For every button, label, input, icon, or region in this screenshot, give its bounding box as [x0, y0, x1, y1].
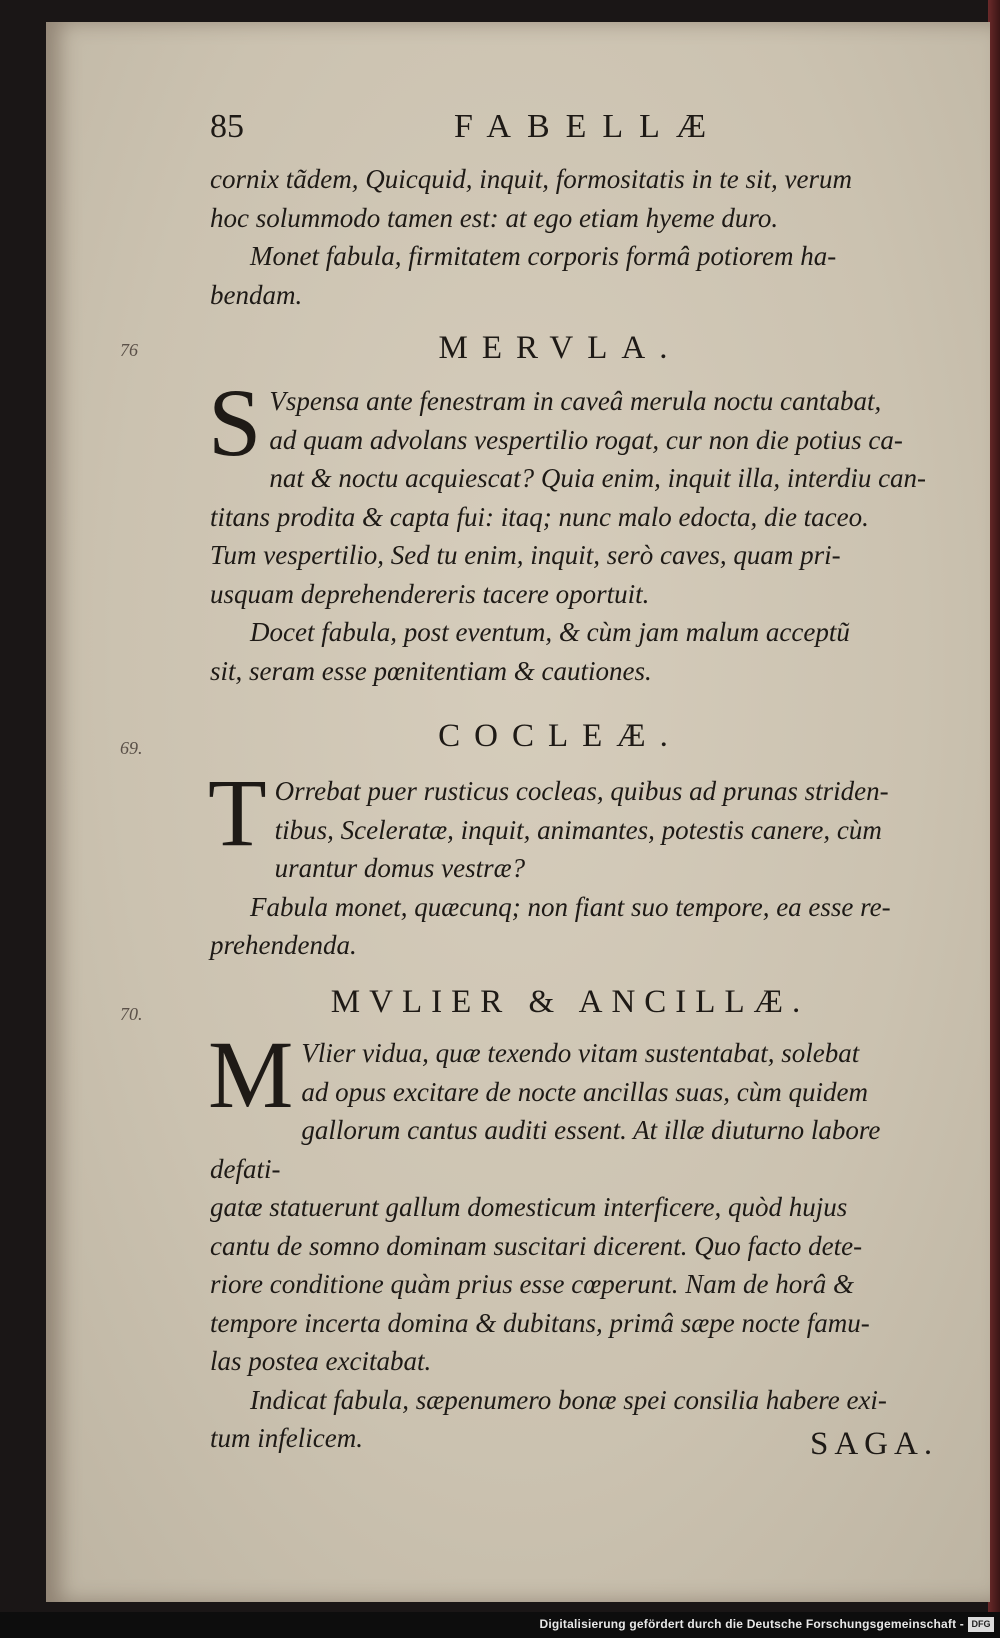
previous-fable-ending: [210, 160, 940, 314]
text-line: urantur domus vestræ?: [274, 853, 526, 883]
funding-credit: Digitalisierung gefördert durch die Deutsche Forschungsgemeinschaft -: [539, 1617, 964, 1631]
fable-body: [208, 759, 940, 965]
text-line: tibus, Sceleratæ, inquit, animantes, potestis canere, cùm: [274, 814, 882, 845]
fable-title: MERVLA.: [438, 330, 682, 366]
moral-line: Docet fabula, post eventum, & cùm jam malum acceptũ: [250, 617, 850, 647]
moral-line: prehendenda.: [210, 930, 357, 960]
dfg-logo-icon: DFG: [968, 1617, 994, 1632]
text-line: gatæ statuerunt gallum domesticum interficere, quòd hujus: [210, 1192, 848, 1222]
moral-line: tum infelicem.: [210, 1423, 363, 1453]
fable-title: COCLEÆ.: [438, 718, 682, 754]
moral-line: Monet fabula, firmitatem corporis formâ potiorem ha-: [250, 241, 837, 271]
drop-capital: T: [208, 759, 267, 866]
text-line: Vspensa ante fenestram in caveâ merula noctu cantabat,: [269, 386, 882, 416]
moral-line: Indicat fabula, sæpenumero bonæ spei consilia habere exi-: [250, 1384, 887, 1415]
catchword: SAGA.: [810, 1426, 939, 1462]
fable-body: [208, 1021, 940, 1458]
text-line: cantu de somno dominam suscitari dicerent. Quo facto dete-: [210, 1230, 863, 1261]
text-line: Vlier vidua, quæ texendo vitam sustentabat, solebat: [301, 1038, 860, 1068]
text-line: tempore incerta domina & dubitans, primâ sæpe nocte famu-: [210, 1307, 870, 1338]
margin-number: 76: [120, 340, 138, 360]
fable-body: [208, 369, 940, 690]
margin-number: 70.: [120, 1004, 143, 1024]
text-line: usquam deprehendereris tacere oportuit.: [210, 578, 650, 609]
digitization-footer: [0, 1612, 1000, 1638]
text-line: cornix tãdem, Quicquid, inquit, formositatis in te sit, verum: [210, 164, 852, 194]
moral-line: sit, seram esse pœnitentiam & cautiones.: [210, 655, 652, 686]
text-line: ad opus excitare de nocte ancillas suas, cùm quidem: [301, 1076, 868, 1107]
text-line: las postea excitabat.: [210, 1346, 432, 1376]
running-head: FABELLÆ: [454, 108, 723, 145]
page-number: 85: [210, 108, 244, 145]
text-line: Orrebat puer rusticus cocleas, quibus ad prunas striden-: [274, 776, 889, 806]
page-header: [210, 108, 750, 148]
text-line: gallorum cantus auditi essent. At illæ diuturno labore defati-: [210, 1115, 881, 1184]
text-line: titans prodita & capta fui: itaq; nunc malo edocta, die taceo.: [210, 501, 869, 532]
margin-number: 69.: [120, 738, 143, 758]
fable-title: MVLIER & ANCILLÆ.: [330, 984, 810, 1020]
drop-capital: M: [208, 1021, 294, 1128]
moral-line: Fabula monet, quæcunq; non fiant suo tempore, ea esse re-: [250, 891, 891, 922]
text-line: nat & noctu acquiescat? Quia enim, inquit illa, interdiu can-: [269, 463, 927, 493]
drop-capital: S: [208, 369, 262, 476]
text-line: hoc solummodo tamen est: at ego etiam hyeme duro.: [210, 202, 779, 233]
moral-line: bendam.: [210, 279, 303, 310]
text-line: riore conditione quàm prius esse cœperunt. Nam de horâ &: [210, 1269, 854, 1299]
text-line: ad quam advolans vespertilio rogat, cur non die potius ca-: [269, 424, 903, 455]
text-line: Tum vespertilio, Sed tu enim, inquit, serò caves, quam pri-: [210, 540, 841, 570]
